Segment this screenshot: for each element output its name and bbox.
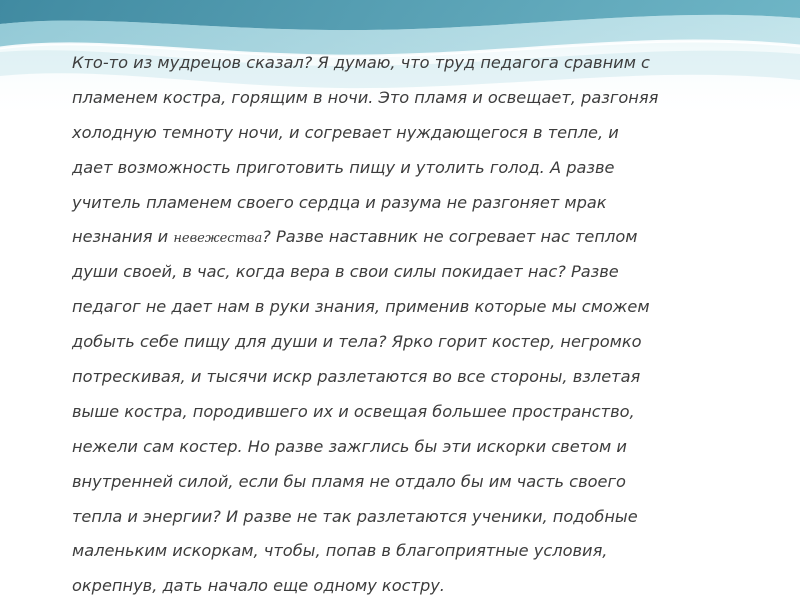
- text-line: дает возможность приготовить пищу и утолить голод. А разве: [72, 157, 615, 177]
- text-line: потрескивая, и тысячи искр разлетаются во все стороны, взлетая: [72, 367, 641, 387]
- main-paragraph: [72, 46, 772, 600]
- text-line: внутренней силой, если бы пламя не отдало бы им часть своего: [72, 471, 626, 491]
- text-line: окрепнув, дать начало еще одному костру.: [72, 576, 445, 596]
- text-line: души своей, в час, когда вера в свои силы покидает нас? Разве: [72, 262, 619, 282]
- text-line: пламенем костра, горящим в ночи. Это пламя и освещает, разгоняя: [72, 87, 659, 107]
- serif-word: невежества: [173, 231, 263, 247]
- text-line: выше костра, породившего их и освещая большее пространство,: [72, 401, 635, 421]
- text-line: холодную темноту ночи, и согревает нуждающегося в тепле, и: [72, 122, 619, 142]
- text-line: учитель пламенем своего сердца и разума не разгоняет мрак: [72, 192, 607, 212]
- text-line: незнания и невежества? Разве наставник не согревает нас теплом: [72, 227, 638, 247]
- text-line: педагог не дает нам в руки знания, применив которые мы сможем: [72, 297, 650, 317]
- text-line: Кто-то из мудрецов сказал? Я думаю, что труд педагога сравним с: [72, 53, 650, 72]
- text-line: маленьким искоркам, чтобы, попав в благоприятные условия,: [72, 541, 608, 561]
- text-line: добыть себе пищу для души и тела? Ярко горит костер, негромко: [72, 332, 642, 352]
- text-line: тепла и энергии? И разве не так разлетаются ученики, подобные: [72, 506, 638, 526]
- text-line: нежели сам костер. Но разве зажглись бы эти искорки светом и: [72, 436, 627, 456]
